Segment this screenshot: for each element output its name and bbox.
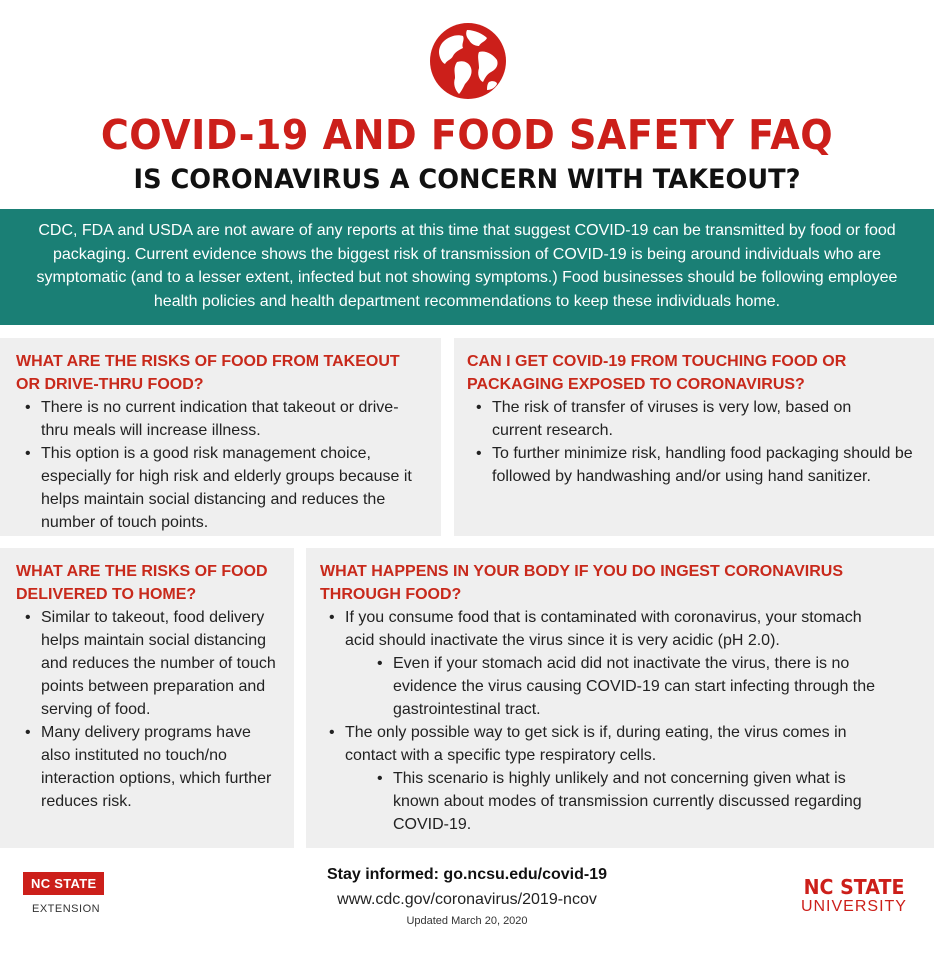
university-name: NC STATE [803,875,905,899]
list-item: • The only possible way to get sick is if, during eating, the virus comes in contact with a specific type respiratory cells. [320,721,890,767]
faq-question: CAN I GET COVID-19 FROM TOUCHING FOOD OR PACKAGING EXPOSED TO CORONAVIRUS? [467,353,847,393]
updated-date: Updated March 20, 2020 [406,915,528,927]
footer-info [0,864,934,927]
faq-card-ingest [306,548,934,848]
list-item: • If you consume food that is contaminated with coronavirus, your stomach acid should inactivate the virus since it is very acidic (pH 2.0). [320,606,890,652]
faq-question: WHAT ARE THE RISKS OF FOOD FROM TAKEOUT OR DRIVE-THRU FOOD? [16,353,400,393]
globe-icon [429,22,507,100]
cdc-link[interactable]: www.cdc.gov/coronavirus/2019-ncov [337,891,597,908]
intro-banner [0,209,934,325]
university-logo [801,876,907,916]
list-item-nested: • This scenario is highly unlikely and not concerning given what is known about modes of transmission currently discussed regarding COVID-19. [320,767,890,836]
list-item: • There is no current indication that takeout or drive-thru meals will increase illness. [16,396,426,442]
university-subtitle: UNIVERSITY [800,898,907,915]
list-item-nested: • Even if your stomach acid did not inactivate the virus, there is no evidence the virus causing COVID-19 can start infecting through the gastrointestinal tract. [320,652,890,721]
list-item: • The risk of transfer of viruses is very low, based on current research. [467,396,872,442]
faq-answer-list [16,396,426,534]
faq-answer-list [467,396,922,488]
faq-card-takeout [0,338,441,536]
list-item: • Many delivery programs have also instituted no touch/no interaction options, which further reduces risk. [16,721,281,813]
page-title: COVID-19 AND FOOD SAFETY FAQ [100,111,834,159]
faq-answer-list [16,606,281,813]
faq-answer-list [320,606,890,836]
faq-card-delivery [0,548,294,848]
list-item: • Similar to takeout, food delivery helps maintain social distancing and reduces the number of touch points between preparation and serving of food. [16,606,281,721]
list-item: • To further minimize risk, handling food packaging should be followed by handwashing and/or using hand sanitizer. [467,442,922,488]
faq-question: WHAT ARE THE RISKS OF FOOD DELIVERED TO HOME? [16,563,268,603]
stay-informed-link[interactable]: Stay informed: go.ncsu.edu/covid-19 [326,866,608,883]
faq-question: WHAT HAPPENS IN YOUR BODY IF YOU DO INGEST CORONAVIRUS THROUGH FOOD? [320,563,844,603]
banner-text: CDC, FDA and USDA are not aware of any reports at this time that suggest COVID-19 can be transmitted by food or food packaging. Current evidence shows the biggest risk of transmission of COVID-19 is being around individuals who are symptomatic (and to a lesser extent, infected but not showing symptoms.) Food businesses should be following employee health policies and health department recommendations to keep these individuals home. [36,222,898,310]
list-item: • This option is a good risk management choice, especially for high risk and elderly groups because it helps maintain social distancing and reduces the number of touch points. [16,442,426,534]
page-subtitle: IS CORONAVIRUS A CONCERN WITH TAKEOUT? [133,164,801,195]
extension-label: EXTENSION [32,903,101,915]
faq-card-packaging [454,338,934,536]
nc-state-badge: NC STATE [23,872,104,895]
